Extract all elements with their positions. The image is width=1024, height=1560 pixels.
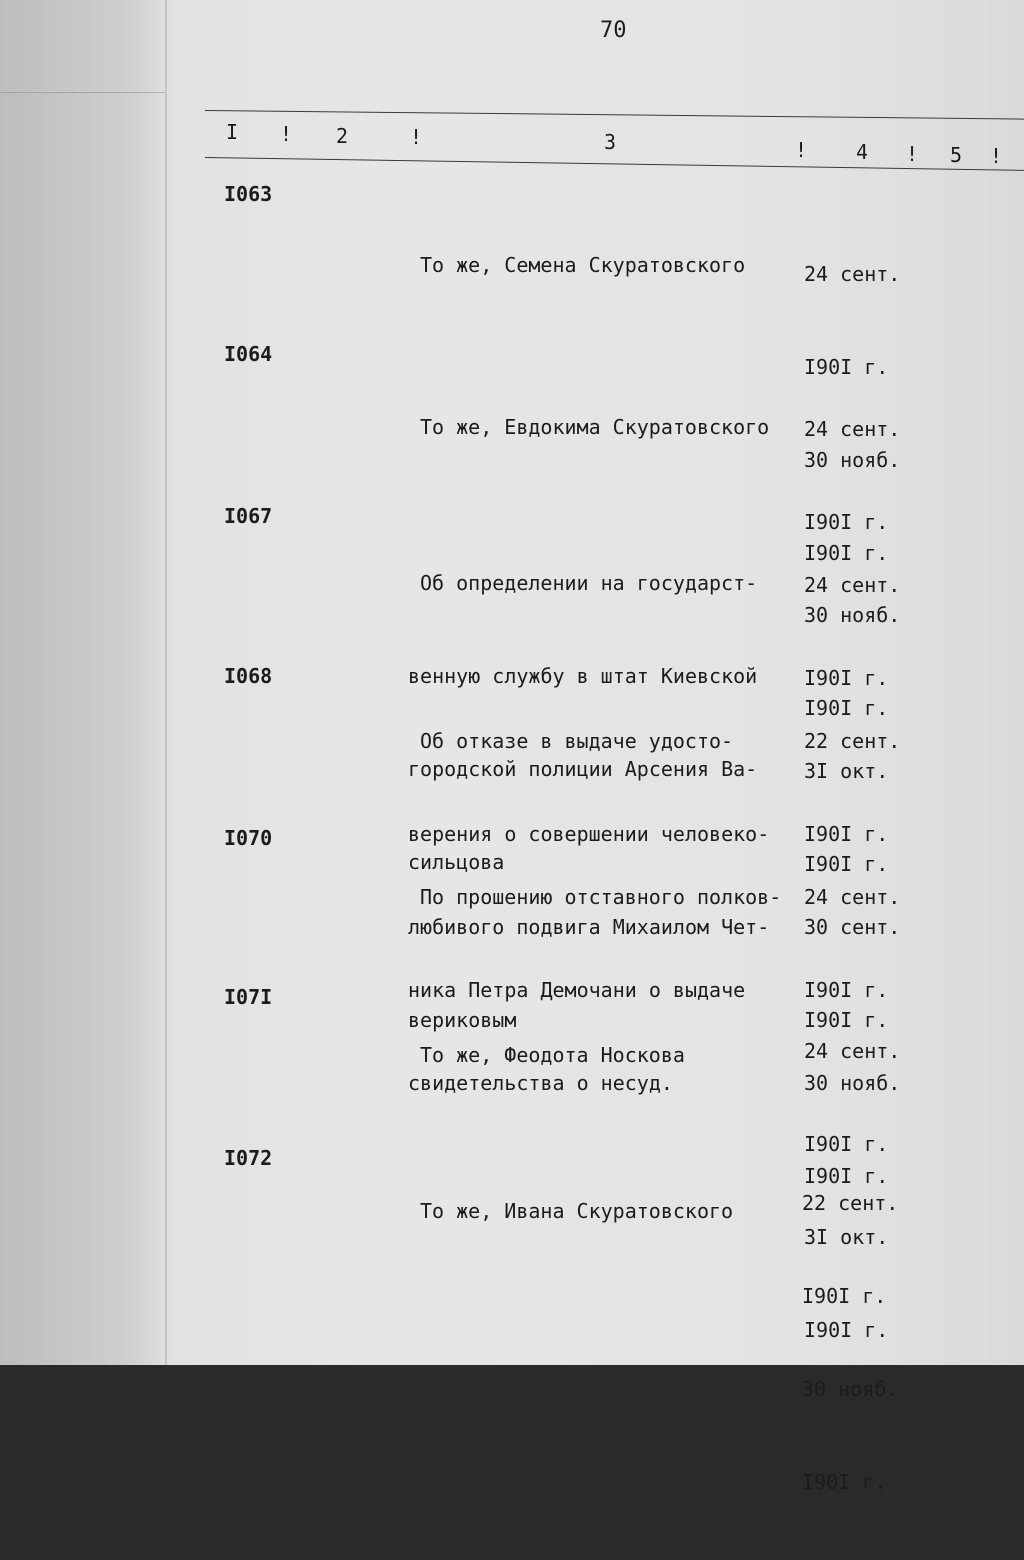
entry-title-line: городской полиции Арсения Ва- bbox=[408, 757, 758, 781]
entry-number: I070 bbox=[224, 826, 273, 850]
entry-date-line: I90I г. bbox=[804, 355, 889, 379]
bleed-through-rule bbox=[0, 92, 165, 93]
entry-date-line: 22 сент. bbox=[802, 1191, 899, 1215]
entry-date-line: 24 сент. bbox=[804, 885, 901, 909]
entry-date-line: 30 нояб. bbox=[802, 1377, 899, 1401]
column-header-1: I bbox=[226, 120, 239, 144]
entry-title-line: свидетельства о несуд. bbox=[408, 1071, 673, 1095]
entry-number: I072 bbox=[224, 1146, 273, 1170]
entry-date-line: I90I г. bbox=[804, 1164, 889, 1188]
entry-title bbox=[420, 350, 820, 505]
entry-title-line: По прошению отставного полков- bbox=[420, 885, 782, 909]
entry-title-line: То же, Евдокима Скуратовского bbox=[420, 415, 770, 439]
entry-title-line: сильцова bbox=[408, 850, 505, 874]
entry-number: I064 bbox=[224, 342, 273, 366]
column-separator-4: ! bbox=[906, 142, 919, 166]
page-fold-line bbox=[165, 0, 167, 1365]
column-separator-1: ! bbox=[280, 122, 293, 146]
entry-date-line: I90I г. bbox=[804, 666, 889, 690]
entry-number: I068 bbox=[224, 664, 273, 688]
column-header-3: 3 bbox=[604, 130, 617, 154]
header-rule-top bbox=[205, 110, 1024, 120]
previous-page-edge bbox=[0, 0, 175, 1365]
entry-date-line: 30 сент. bbox=[804, 915, 901, 939]
entry-date-line: I90I г. bbox=[804, 541, 889, 565]
entry-title bbox=[420, 1134, 820, 1289]
entry-date-line: 30 нояб. bbox=[804, 448, 901, 472]
entry-date-line: 22 сент. bbox=[804, 729, 901, 753]
entry-date-line: I90I г. bbox=[804, 978, 889, 1002]
column-header-5: 5 bbox=[950, 143, 963, 167]
entry-number: I063 bbox=[224, 182, 273, 206]
entry-title-line: То же, Феодота Носкова bbox=[420, 1043, 685, 1067]
entry-title bbox=[420, 978, 820, 1133]
entry-date-line: 24 сент. bbox=[804, 573, 901, 597]
entry-date-line: 3I окт. bbox=[804, 1225, 889, 1249]
entry-title-line: вериковым bbox=[408, 1008, 517, 1032]
entry-number: I067 bbox=[224, 504, 273, 528]
column-header-4: 4 bbox=[856, 140, 869, 164]
entry-title-line: То же, Ивана Скуратовского bbox=[420, 1199, 734, 1223]
entry-title-line: Об определении на государст- bbox=[420, 571, 758, 595]
entry-title-line: То же, Семена Скуратовского bbox=[420, 253, 746, 277]
entry-date-line: 24 сент. bbox=[804, 262, 901, 286]
entry-date-line: I90I г. bbox=[804, 510, 889, 534]
column-header-2: 2 bbox=[336, 124, 349, 148]
entry-date-line: 30 нояб. bbox=[804, 603, 901, 627]
entry-title-line: верения о совершении человеко- bbox=[408, 822, 770, 846]
entry-title-line: любивого подвига Михаилом Чет- bbox=[408, 915, 770, 939]
entry-date-line: 3I окт. bbox=[804, 759, 889, 783]
entry-date-line: I90I г. bbox=[802, 1284, 887, 1308]
entry-date-line: I90I г. bbox=[802, 1470, 887, 1494]
entry-date-line: I90I г. bbox=[804, 1008, 889, 1032]
column-separator-3: ! bbox=[795, 138, 808, 162]
entry-date-line: 30 нояб. bbox=[804, 1071, 901, 1095]
entry-date-line: 24 сент. bbox=[804, 417, 901, 441]
entry-title-line: ника Петра Демочани о выдаче bbox=[408, 978, 746, 1002]
entry-number: I07I bbox=[224, 985, 273, 1009]
column-separator-5: ! bbox=[990, 144, 1003, 168]
header-rule-bottom bbox=[205, 157, 1024, 171]
entry-date-line: I90I г. bbox=[804, 1318, 889, 1342]
entry-date-line: I90I г. bbox=[804, 822, 889, 846]
entry-date-line: I90I г. bbox=[804, 852, 889, 876]
column-separator-2: ! bbox=[410, 125, 423, 149]
entry-title bbox=[420, 188, 820, 343]
page-number: 70 bbox=[600, 18, 627, 43]
entry-date-line: I90I г. bbox=[804, 696, 889, 720]
entry-dates bbox=[802, 1126, 922, 1560]
entry-date-line: 24 сент. bbox=[804, 1039, 901, 1063]
entry-title-line: венную службу в штат Киевской bbox=[408, 664, 758, 688]
entry-title-line: Об отказе в выдаче удосто- bbox=[420, 729, 734, 753]
entry-date-line: I90I г. bbox=[804, 1132, 889, 1156]
